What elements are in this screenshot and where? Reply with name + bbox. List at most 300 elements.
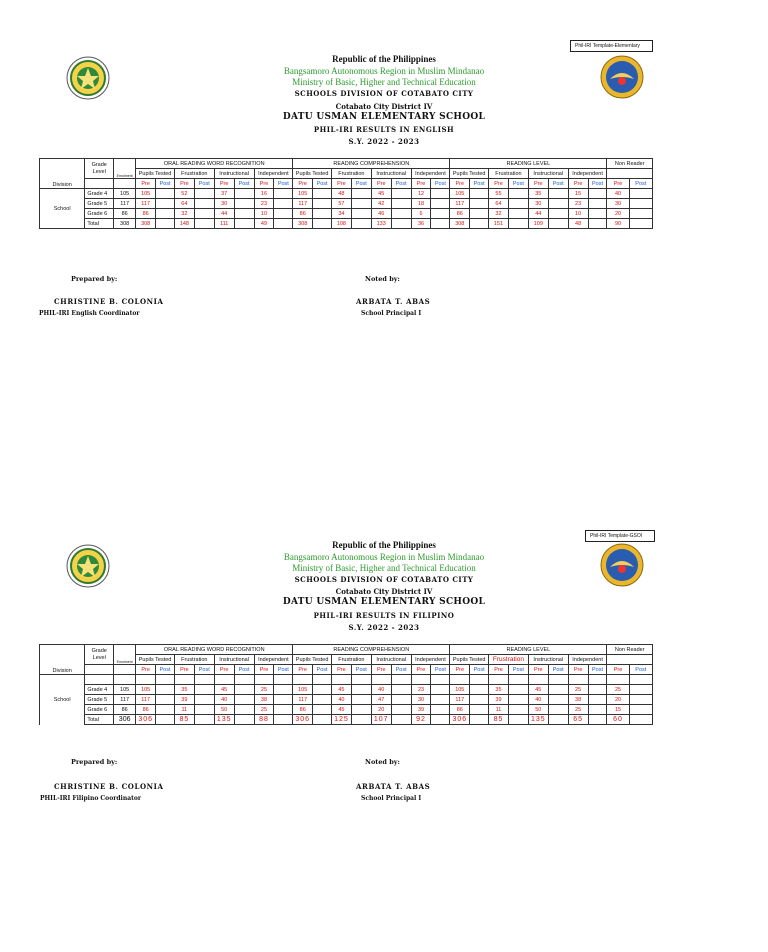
post-value-cell — [351, 199, 371, 209]
post-value-cell — [194, 695, 214, 705]
pre-value-cell: 52 — [174, 189, 194, 199]
reading-level-header: READING LEVEL — [450, 645, 607, 655]
reading-comprehension-header: READING COMPREHENSION — [293, 159, 450, 169]
sub-independent: Independent — [568, 169, 607, 179]
pre-value-cell: 105 — [136, 189, 156, 199]
blank-cell — [156, 675, 175, 685]
blank-cell — [114, 675, 136, 685]
pre-value-cell: 38 — [254, 695, 274, 705]
sub-pupils-tested: Pupils Tested — [136, 655, 175, 665]
post-value-cell — [629, 705, 652, 715]
sub-pupils-tested: Pupils Tested — [450, 169, 489, 179]
post-header: Post — [508, 179, 528, 189]
pre-header: Pre — [254, 179, 274, 189]
post-value-cell — [156, 715, 175, 725]
region-line: Bangsamoro Autonomous Region in Muslim Mindanao — [283, 552, 485, 562]
post-value-cell — [431, 685, 450, 695]
sub-frustration: Frustration — [174, 655, 214, 665]
post-value-cell — [470, 199, 489, 209]
reading-level-header: READING LEVEL — [450, 159, 607, 169]
post-value-cell — [351, 705, 371, 715]
blank-cell — [293, 675, 313, 685]
pre-value-cell: 40 — [371, 685, 391, 695]
post-value-cell — [234, 705, 254, 715]
pre-header: Pre — [607, 179, 629, 189]
post-value-cell — [548, 695, 568, 705]
blank-cell — [214, 675, 234, 685]
pre-value-cell: 308 — [293, 219, 313, 229]
post-value-cell — [313, 189, 332, 199]
reading-comprehension-header: READING COMPREHENSION — [293, 645, 450, 655]
division-cell — [40, 705, 85, 715]
pre-value-cell: 45 — [331, 685, 351, 695]
post-value-cell — [588, 705, 607, 715]
pre-value-cell: 107 — [371, 715, 391, 725]
oral-reading-header: ORAL READING WORD RECOGNITION — [136, 159, 293, 169]
blank-cell — [470, 675, 489, 685]
pre-value-cell: 117 — [293, 695, 313, 705]
pre-value-cell: 37 — [214, 189, 234, 199]
pre-value-cell: 57 — [331, 199, 351, 209]
pre-value-cell: 108 — [331, 219, 351, 229]
post-header: Post — [470, 179, 489, 189]
post-value-cell — [391, 219, 411, 229]
post-header: Post — [391, 179, 411, 189]
pre-value-cell: 32 — [489, 209, 509, 219]
prepared-by-label: Prepared by: — [71, 758, 118, 766]
pre-value-cell: 48 — [568, 219, 588, 229]
post-value-cell — [431, 209, 450, 219]
post-value-cell — [194, 219, 214, 229]
pre-value-cell: 30 — [607, 199, 629, 209]
pre-value-cell: 45 — [331, 705, 351, 715]
oral-reading-header: ORAL READING WORD RECOGNITION — [136, 645, 293, 655]
sub-instructional: Instructional — [214, 655, 254, 665]
pre-header: Pre — [174, 179, 194, 189]
pre-value-cell: 40 — [528, 695, 548, 705]
blank-cell — [351, 675, 371, 685]
pre-value-cell: 20 — [607, 209, 629, 219]
non-reader-header: Non Reader — [607, 645, 653, 655]
post-header: Post — [470, 665, 489, 675]
post-header: Post — [629, 665, 652, 675]
table-body — [40, 675, 653, 725]
school-year: S.Y. 2022 - 2023 — [348, 137, 420, 146]
table-row — [40, 695, 653, 705]
blank-cell — [548, 675, 568, 685]
blank-cell — [607, 675, 629, 685]
pre-value-cell: 34 — [331, 209, 351, 219]
pre-value-cell: 92 — [411, 715, 431, 725]
blank-cell — [274, 675, 293, 685]
sub-instructional: Instructional — [528, 655, 568, 665]
grade-cell: Grade 6 — [85, 209, 114, 219]
pre-value-cell: 30 — [214, 199, 234, 209]
post-header: Post — [548, 179, 568, 189]
post-header: Post — [234, 665, 254, 675]
sub-pupils-tested: Pupils Tested — [293, 169, 332, 179]
post-value-cell — [470, 715, 489, 725]
post-value-cell — [588, 209, 607, 219]
post-value-cell — [391, 695, 411, 705]
post-value-cell — [351, 685, 371, 695]
pre-value-cell: 30 — [411, 695, 431, 705]
school-year: S.Y. 2022 - 2023 — [348, 623, 420, 632]
pre-header: Pre — [568, 179, 588, 189]
post-value-cell — [156, 219, 175, 229]
noted-by-label: Noted by: — [365, 758, 400, 766]
post-value-cell — [194, 189, 214, 199]
pre-header: Pre — [214, 179, 234, 189]
pre-value-cell: 148 — [174, 219, 194, 229]
blank-cell — [194, 675, 214, 685]
preparer-role: PHIL-IRI English Coordinator — [39, 310, 140, 317]
grade-cell: Total — [85, 219, 114, 229]
table-row — [40, 715, 653, 725]
preparer-name: CHRISTINE B. COLONIA — [54, 782, 164, 791]
division-cell: School — [40, 189, 85, 229]
post-value-cell — [431, 199, 450, 209]
blank-cell — [588, 675, 607, 685]
republic-line: Republic of the Philippines — [332, 54, 436, 64]
col-enrolment-header: Enrolment — [114, 645, 136, 665]
post-header: Post — [194, 665, 214, 675]
blank-cell — [85, 665, 114, 675]
blank-cell — [85, 675, 114, 685]
pre-value-cell: 90 — [607, 219, 629, 229]
pre-value-cell: 20 — [371, 705, 391, 715]
pre-header: Pre — [411, 179, 431, 189]
table-row — [40, 189, 653, 199]
col-grade-header: Grade Level — [85, 159, 114, 179]
prepared-by-label: Prepared by: — [71, 275, 118, 283]
pre-value-cell: 64 — [489, 199, 509, 209]
school-name: DATU USMAN ELEMENTARY SCHOOL — [282, 597, 486, 607]
pre-value-cell: 65 — [568, 715, 588, 725]
blank-cell — [136, 675, 156, 685]
post-value-cell — [351, 695, 371, 705]
pre-header: Pre — [568, 665, 588, 675]
pre-value-cell: 117 — [450, 199, 470, 209]
pre-header: Pre — [331, 665, 351, 675]
post-value-cell — [470, 219, 489, 229]
pre-header: Pre — [371, 665, 391, 675]
table-row — [40, 219, 653, 229]
sub-frustration: Frustration — [489, 655, 529, 665]
pre-value-cell: 23 — [254, 199, 274, 209]
enrolment-cell: 117 — [114, 199, 136, 209]
pre-value-cell: 111 — [214, 219, 234, 229]
pre-value-cell: 306 — [136, 715, 156, 725]
pre-value-cell: 135 — [528, 715, 548, 725]
report-page-english — [0, 0, 768, 466]
grade-cell: Total — [85, 715, 114, 725]
post-value-cell — [508, 199, 528, 209]
post-value-cell — [548, 685, 568, 695]
non-reader-header: Non Reader — [607, 159, 653, 169]
post-value-cell — [194, 209, 214, 219]
post-value-cell — [508, 715, 528, 725]
post-value-cell — [548, 189, 568, 199]
pre-value-cell: 10 — [568, 209, 588, 219]
blank-cell — [114, 179, 136, 189]
template-tag: Phil-IRI Template-Elementary — [570, 40, 653, 52]
pre-value-cell: 39 — [174, 695, 194, 705]
pre-value-cell: 105 — [450, 189, 470, 199]
noted-by-label: Noted by: — [365, 275, 400, 283]
pre-header: Pre — [136, 665, 156, 675]
post-header: Post — [391, 665, 411, 675]
pre-header: Pre — [331, 179, 351, 189]
ministry-line: Ministry of Basic, Higher and Technical Education — [292, 77, 476, 87]
pre-value-cell: 86 — [136, 705, 156, 715]
pre-value-cell: 20 — [607, 695, 629, 705]
pre-value-cell: 105 — [293, 189, 313, 199]
post-value-cell — [629, 209, 652, 219]
post-header: Post — [156, 665, 175, 675]
pre-value-cell: 105 — [293, 685, 313, 695]
sub-pupils-tested: Pupils Tested — [450, 655, 489, 665]
post-value-cell — [156, 685, 175, 695]
post-header: Post — [588, 179, 607, 189]
pre-value-cell: 125 — [331, 715, 351, 725]
division-cell — [40, 675, 85, 685]
pre-value-cell: 44 — [214, 209, 234, 219]
post-value-cell — [313, 695, 332, 705]
school-name: DATU USMAN ELEMENTARY SCHOOL — [282, 112, 486, 122]
pre-value-cell: 50 — [528, 705, 548, 715]
pre-value-cell: 45 — [371, 189, 391, 199]
post-value-cell — [508, 209, 528, 219]
enrolment-cell: 105 — [114, 189, 136, 199]
blank-cell — [431, 675, 450, 685]
pre-value-cell: 35 — [528, 189, 548, 199]
sub-independent: Independent — [411, 655, 450, 665]
pre-value-cell: 86 — [450, 209, 470, 219]
sub-instructional: Instructional — [371, 655, 411, 665]
pre-value-cell: 64 — [174, 199, 194, 209]
district-line: Cotabato City District IV — [335, 587, 433, 596]
blank-cell — [254, 675, 274, 685]
post-value-cell — [508, 705, 528, 715]
division-line: SCHOOLS DIVISION OF COTABATO CITY — [294, 575, 474, 584]
pre-value-cell: 117 — [136, 199, 156, 209]
grade-cell: Grade 4 — [85, 685, 114, 695]
sub-frustration: Frustration — [489, 169, 529, 179]
blank-cell — [508, 675, 528, 685]
pre-value-cell: 86 — [293, 209, 313, 219]
pre-value-cell: 11 — [174, 705, 194, 715]
post-value-cell — [234, 219, 254, 229]
pre-value-cell: 35 — [174, 685, 194, 695]
post-value-cell — [431, 219, 450, 229]
pre-value-cell: 35 — [489, 685, 509, 695]
pre-value-cell: 40 — [331, 695, 351, 705]
post-header: Post — [234, 179, 254, 189]
blank-cell — [450, 675, 470, 685]
pre-value-cell: 36 — [411, 219, 431, 229]
blank-cell — [391, 675, 411, 685]
enrolment-cell: 86 — [114, 209, 136, 219]
sub-instructional: Instructional — [214, 169, 254, 179]
sub-independent: Independent — [568, 655, 607, 665]
pre-header: Pre — [607, 665, 629, 675]
grade-cell: Grade 5 — [85, 695, 114, 705]
post-value-cell — [588, 189, 607, 199]
pre-header: Pre — [214, 665, 234, 675]
col-grade-header: Grade Level — [85, 645, 114, 665]
pre-value-cell: 85 — [489, 715, 509, 725]
post-value-cell — [234, 189, 254, 199]
pre-value-cell: 86 — [293, 705, 313, 715]
division-line: SCHOOLS DIVISION OF COTABATO CITY — [294, 89, 474, 98]
post-value-cell — [508, 695, 528, 705]
results-table — [39, 644, 653, 725]
pre-value-cell: 50 — [214, 705, 234, 715]
post-value-cell — [351, 219, 371, 229]
post-value-cell — [313, 209, 332, 219]
post-header: Post — [431, 665, 450, 675]
sub-instructional: Instructional — [371, 169, 411, 179]
post-header: Post — [313, 665, 332, 675]
sub-independent: Independent — [254, 169, 293, 179]
post-value-cell — [629, 199, 652, 209]
post-value-cell — [234, 209, 254, 219]
post-value-cell — [588, 715, 607, 725]
pre-header: Pre — [293, 179, 313, 189]
pre-value-cell: 117 — [136, 695, 156, 705]
post-value-cell — [470, 189, 489, 199]
blank-cell — [174, 675, 194, 685]
division-cell — [40, 715, 85, 725]
noter-name: ARBATA T. ABAS — [356, 782, 431, 791]
district-line: Cotabato City District IV — [335, 102, 433, 111]
preparer-name: CHRISTINE B. COLONIA — [54, 297, 164, 306]
blank-cell — [489, 675, 509, 685]
sub-instructional: Instructional — [528, 169, 568, 179]
post-value-cell — [431, 189, 450, 199]
pre-value-cell: 25 — [254, 685, 274, 695]
post-value-cell — [234, 715, 254, 725]
post-value-cell — [588, 685, 607, 695]
pre-value-cell: 105 — [136, 685, 156, 695]
post-value-cell — [274, 209, 293, 219]
post-value-cell — [274, 685, 293, 695]
post-value-cell — [548, 199, 568, 209]
pre-header: Pre — [489, 179, 509, 189]
sub-pupils-tested: Pupils Tested — [136, 169, 175, 179]
blank-cell — [629, 675, 652, 685]
sub-frustration: Frustration — [331, 169, 371, 179]
post-value-cell — [588, 219, 607, 229]
post-value-cell — [391, 705, 411, 715]
pre-value-cell: 86 — [136, 209, 156, 219]
col-division-header: Division — [40, 645, 85, 675]
post-value-cell — [156, 189, 175, 199]
pre-value-cell: 25 — [568, 705, 588, 715]
pre-value-cell: 15 — [568, 189, 588, 199]
post-value-cell — [156, 695, 175, 705]
post-value-cell — [391, 685, 411, 695]
pre-value-cell: 30 — [528, 199, 548, 209]
sub-blank — [607, 169, 653, 179]
blank-cell — [331, 675, 351, 685]
results-table — [39, 158, 653, 229]
post-header: Post — [431, 179, 450, 189]
pre-value-cell: 117 — [293, 199, 313, 209]
sub-independent: Independent — [411, 169, 450, 179]
pre-value-cell: 109 — [528, 219, 548, 229]
pre-header: Pre — [450, 179, 470, 189]
post-value-cell — [351, 715, 371, 725]
pre-value-cell: 86 — [450, 705, 470, 715]
noter-role: School Principal I — [361, 795, 422, 802]
pre-value-cell: 40 — [607, 189, 629, 199]
post-value-cell — [548, 219, 568, 229]
col-division-header: Division — [40, 159, 85, 189]
table-spacer-row — [40, 675, 653, 685]
report-page-filipino — [0, 486, 768, 952]
pre-value-cell: 6 — [411, 209, 431, 219]
post-value-cell — [351, 209, 371, 219]
pre-value-cell: 40 — [214, 695, 234, 705]
pre-value-cell: 308 — [136, 219, 156, 229]
post-value-cell — [194, 715, 214, 725]
blank-cell — [371, 675, 391, 685]
pre-value-cell: 135 — [214, 715, 234, 725]
table-row — [40, 705, 653, 715]
republic-line: Republic of the Philippines — [332, 540, 436, 550]
post-value-cell — [156, 705, 175, 715]
post-value-cell — [194, 685, 214, 695]
post-value-cell — [156, 209, 175, 219]
pre-header: Pre — [411, 665, 431, 675]
post-value-cell — [313, 705, 332, 715]
pre-value-cell: 55 — [489, 189, 509, 199]
enrolment-cell: 306 — [114, 715, 136, 725]
results-title: PHIL-IRI RESULTS IN ENGLISH — [313, 125, 455, 134]
table-row — [40, 685, 653, 695]
pre-value-cell: 47 — [371, 695, 391, 705]
post-value-cell — [431, 715, 450, 725]
enrolment-cell: 105 — [114, 685, 136, 695]
post-value-cell — [508, 685, 528, 695]
enrolment-cell: 117 — [114, 695, 136, 705]
post-value-cell — [508, 189, 528, 199]
blank-cell — [85, 179, 114, 189]
pre-value-cell: 133 — [371, 219, 391, 229]
enrolment-cell: 308 — [114, 219, 136, 229]
post-value-cell — [313, 715, 332, 725]
post-value-cell — [391, 209, 411, 219]
pre-value-cell: 45 — [214, 685, 234, 695]
post-header: Post — [194, 179, 214, 189]
post-value-cell — [629, 219, 652, 229]
sub-independent: Independent — [254, 655, 293, 665]
post-value-cell — [234, 685, 254, 695]
pre-value-cell: 48 — [331, 189, 351, 199]
post-value-cell — [274, 705, 293, 715]
pre-header: Pre — [489, 665, 509, 675]
sub-frustration: Frustration — [174, 169, 214, 179]
preparer-role: PHIL-IRI Filipino Coordinator — [40, 795, 142, 802]
pre-value-cell: 10 — [254, 209, 274, 219]
post-header: Post — [274, 665, 293, 675]
post-header: Post — [313, 179, 332, 189]
pre-value-cell: 85 — [174, 715, 194, 725]
table-row — [40, 209, 653, 219]
post-value-cell — [629, 189, 652, 199]
